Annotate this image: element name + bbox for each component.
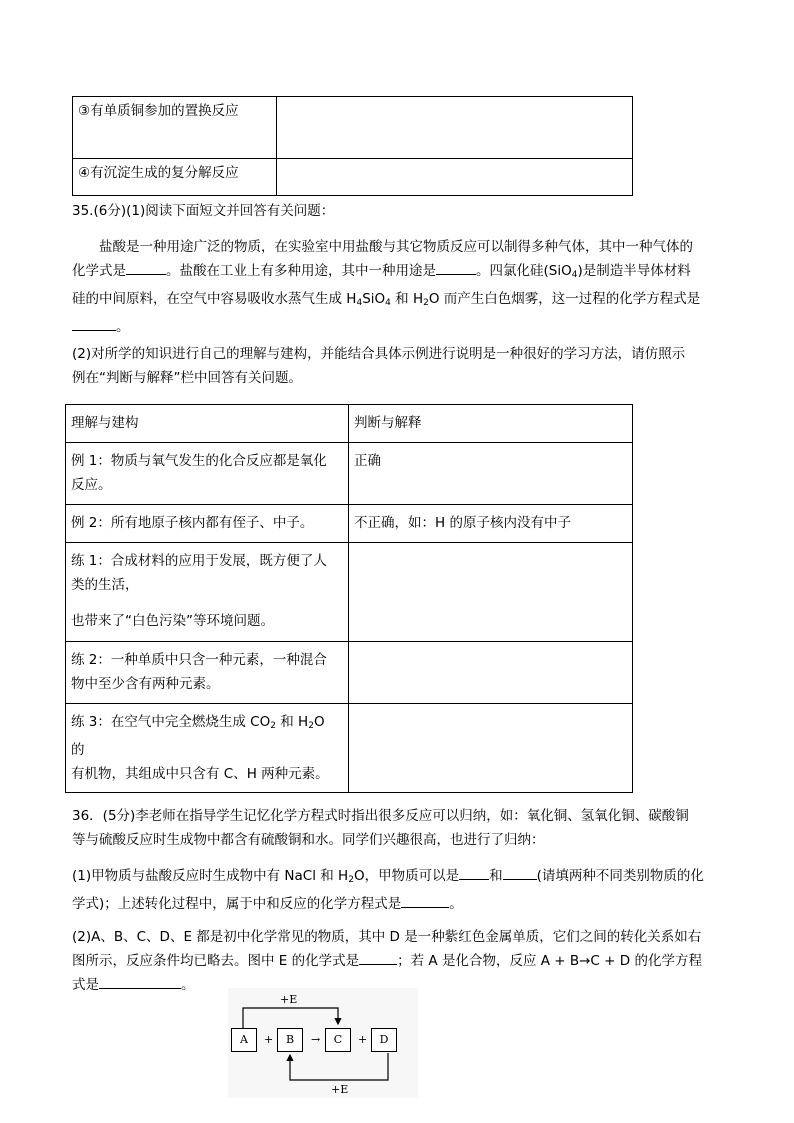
practice-1: 练 1：合成材料的应用于发展，既方便了人 类的生活， 也带来了“白色污染”等环境问题。	[66, 543, 349, 642]
practice-3-answer[interactable]	[349, 704, 633, 793]
box-a: A	[231, 1028, 257, 1052]
practice-2-answer[interactable]	[349, 642, 633, 704]
passage-line: 。	[72, 315, 722, 339]
header-left: 理解与建构	[66, 405, 349, 443]
blank[interactable]	[436, 260, 476, 275]
q36-part1: (1)甲物质与盐酸反应时生成物中有 NaCl 和 $H_2O$，甲物质可以是 和 (请填两种不同类别物质的化 学式)；上述转化过程中，属于中和反应的化学方程式是 。	[72, 864, 722, 916]
blank[interactable]	[72, 316, 116, 331]
example-2-answer: 不正确，如：H 的原子核内没有中子	[349, 505, 633, 543]
arrow-sign: →	[311, 1033, 321, 1046]
q36-part2: (2)A、B、C、D、E 都是初中化学常见的物质，其中 D 是一种紫红色金属单质，它们之间的转化关系如右 图所示，反应条件均已略去。图中 E 的化学式是 ；若 A 是化合物，反应 A + B→C + D 的化学方程 式是 。	[72, 925, 722, 997]
text-line: 例在“判断与解释”栏中回答有关问题。	[72, 370, 302, 386]
table-row-label: ③有单质铜参加的置换反应	[73, 97, 277, 159]
text-line: 36．(5分)李老师在指导学生记忆化学方程式时指出很多反应可以归纳，如：氧化铜、氢氧化铜、碳酸铜	[72, 808, 689, 824]
box-d: D	[371, 1028, 397, 1052]
conversion-diagram	[228, 988, 418, 1098]
example-1: 例 1：物质与氧气发生的化合反应都是氧化 反应。	[66, 443, 349, 505]
blank[interactable]	[359, 950, 397, 965]
box-c: C	[325, 1028, 351, 1052]
plus-sign: +	[358, 1033, 368, 1046]
text-line: (2)A、B、C、D、E 都是初中化学常见的物质，其中 D 是一种紫红色金属单质，它们之间的转化关系如右	[72, 929, 702, 945]
table-row-label: ④有沉淀生成的复分解反应	[73, 159, 277, 196]
q35-passage	[72, 235, 722, 339]
passage-line: 盐酸是一种用途广泛的物质，在实验室中用盐酸与其它物质反应可以制得多种气体，其中一种气体的	[99, 239, 693, 255]
plus-sign: +	[264, 1033, 274, 1046]
bottom-label: +E	[331, 1083, 349, 1096]
reaction-table	[72, 96, 633, 196]
passage-line: 硅的中间原料，在空气中容易吸收水蒸气生成 $H_4SiO_4$ 和 $H_2O$ 而产生白色烟雾，这一过程的化学方程式是	[72, 291, 701, 308]
passage-line: 化学式是 。盐酸在工业上有多种用途，其中一种用途是 。四氯化硅(SiO$_4$)是制造半导体材料	[72, 259, 722, 287]
blank[interactable]	[503, 865, 537, 880]
practice-2: 练 2：一种单质中只含一种元素，一种混合 物中至少含有两种元素。	[66, 642, 349, 704]
understanding-table	[65, 404, 633, 793]
top-label: +E	[280, 993, 298, 1006]
q35-heading: 35.(6分)(1)阅读下面短文并回答有关问题：	[72, 203, 335, 219]
answer-cell[interactable]	[277, 159, 633, 196]
practice-1-answer[interactable]	[349, 543, 633, 642]
blank[interactable]	[401, 893, 449, 908]
header-right: 判断与解释	[349, 405, 633, 443]
text-line: (2)对所学的知识进行自己的理解与建构，并能结合具体示例进行说明是一种很好的学习方法，请仿照示	[72, 346, 686, 362]
blank[interactable]	[99, 974, 181, 989]
text-line: 等与硫酸反应时生成物中都含有硫酸铜和水。同学们兴趣很高，也进行了归纳：	[72, 832, 545, 848]
q35-part2	[72, 342, 722, 390]
blank[interactable]	[459, 865, 489, 880]
practice-3: 练 3：在空气中完全燃烧生成 $CO_2$ 和 $H_2O$ 的 有机物，其组成中只含有 C、H 两种元素。	[66, 704, 349, 793]
answer-cell[interactable]	[277, 97, 633, 159]
example-1-answer: 正确	[349, 443, 633, 505]
q36-intro	[72, 804, 722, 852]
blank[interactable]	[126, 260, 166, 275]
example-2: 例 2：所有地原子核内都有侄子、中子。	[66, 505, 349, 543]
box-b: B	[277, 1028, 303, 1052]
